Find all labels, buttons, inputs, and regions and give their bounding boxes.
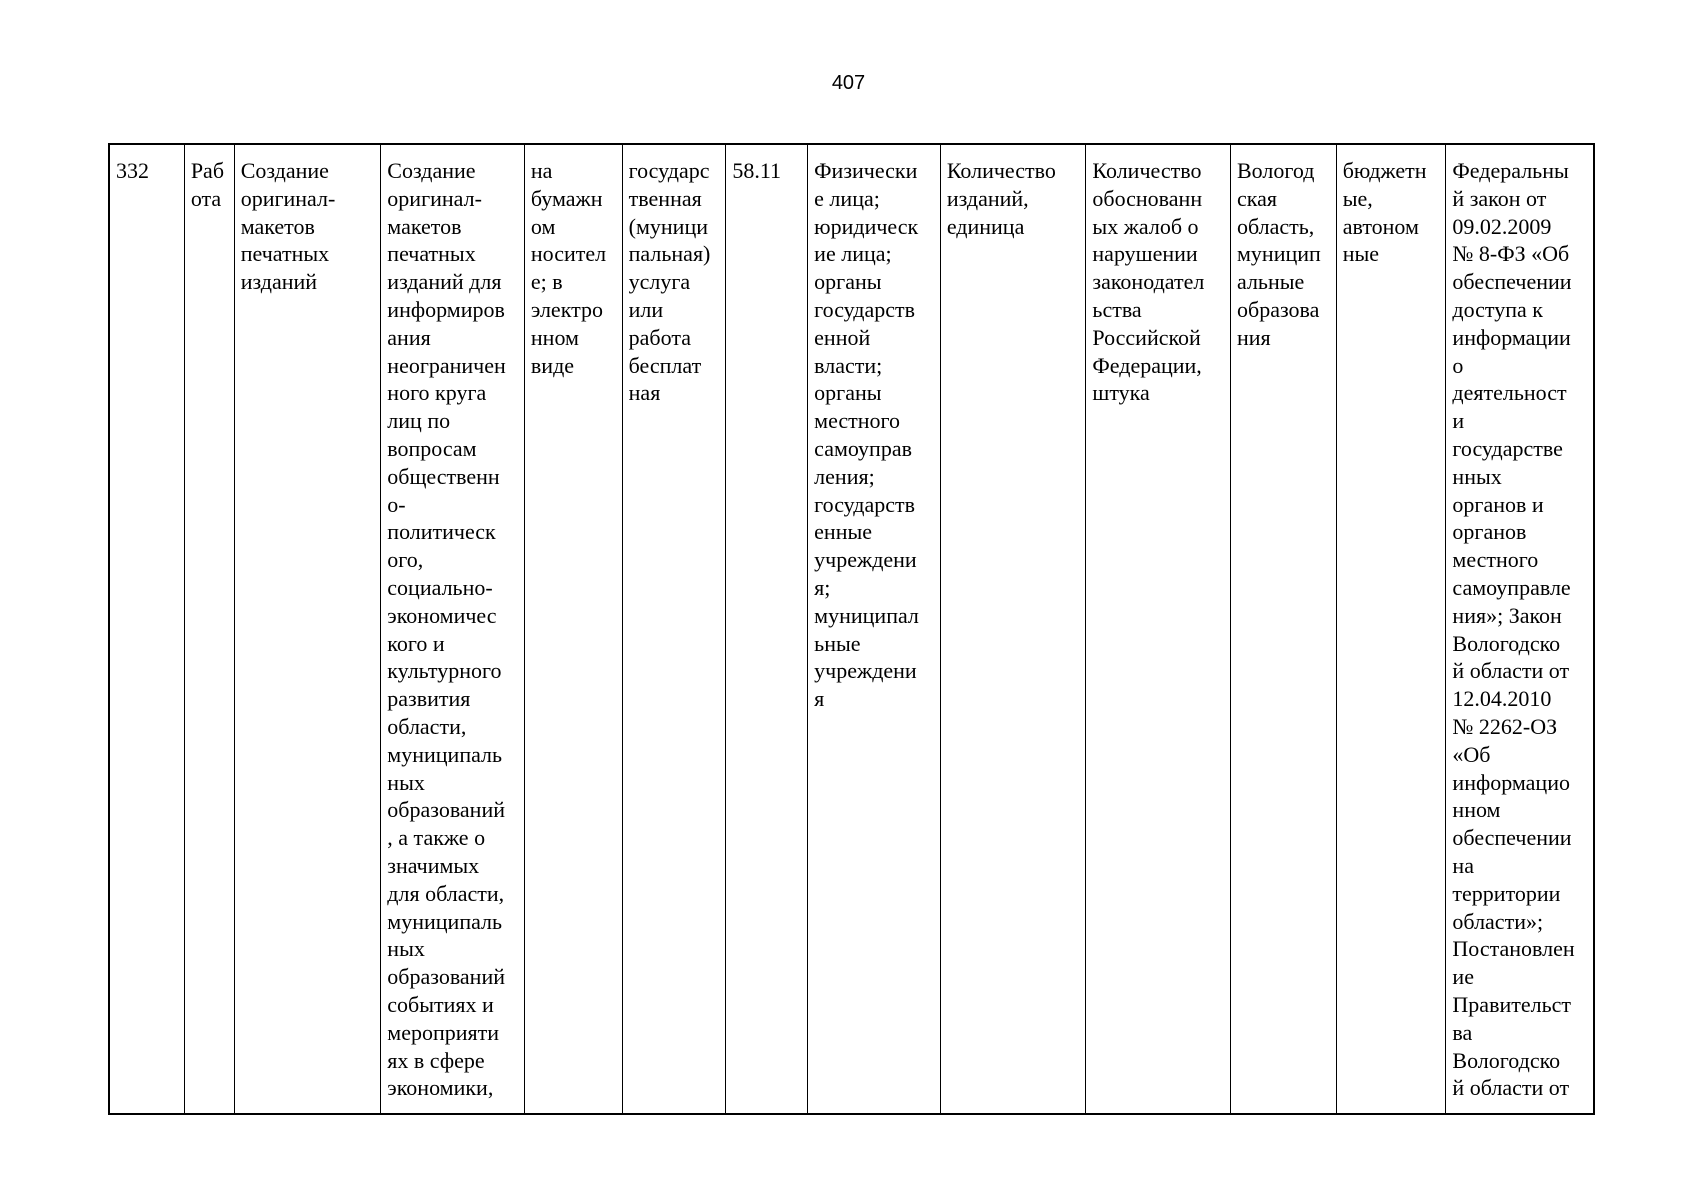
cell-content: Создание оригинал- макетов печатных изданий для информиров ания неограничен ного круга лиц по вопросам общественн о- политическ ого, социально- экономичес кого и культурного развития области, муниципаль ных образований , а также о значимых для области, муниципаль ных образований событиях и мероприяти ях в сфере экономики, xyxy=(381,145,525,1113)
cell-volume-indicator: Количество изданий, единица xyxy=(941,145,1087,1113)
cell-consumers: Физически е лица; юридическ ие лица; органы государств енной власти; органы местного самоуправ ления; государств енные учреждени я; муниципал ьные учреждени я xyxy=(808,145,941,1113)
cell-legal-basis: Федеральны й закон от 09.02.2009 № 8-ФЗ «Об обеспечении доступа к информации о деятельност и государстве нных органов и органов местного самоуправле ния»; Закон Вологодско й области от 12.04.2010 № 2262-ОЗ «Об информацио нном обеспечении на территории области»; Постановлен ие Правительст ва Вологодско й области от xyxy=(1452,158,1575,1101)
cell-row-number: 332 xyxy=(110,145,185,1113)
cell-quality-indicator: Количество обоснованн ых жалоб о нарушении законодател ьства Российской Федерации, штука xyxy=(1086,145,1231,1113)
cell-okved: 58.11 xyxy=(726,145,808,1113)
cell-form: на бумажн ом носител е; в электро нном виде xyxy=(525,145,623,1113)
cell-institution-type: бюджетн ые, автоном ные xyxy=(1337,145,1447,1113)
page-number: 407 xyxy=(831,72,866,94)
cell-type: Раб ота xyxy=(185,145,235,1113)
cell-name: Создание оригинал- макетов печатных изданий xyxy=(235,145,382,1113)
registry-table xyxy=(108,143,1595,1115)
cell-region: Вологод ская область, муницип альные образова ния xyxy=(1231,145,1337,1113)
cell-service: государс твенная (муници пальная) услуга или работа бесплат ная xyxy=(623,145,727,1113)
